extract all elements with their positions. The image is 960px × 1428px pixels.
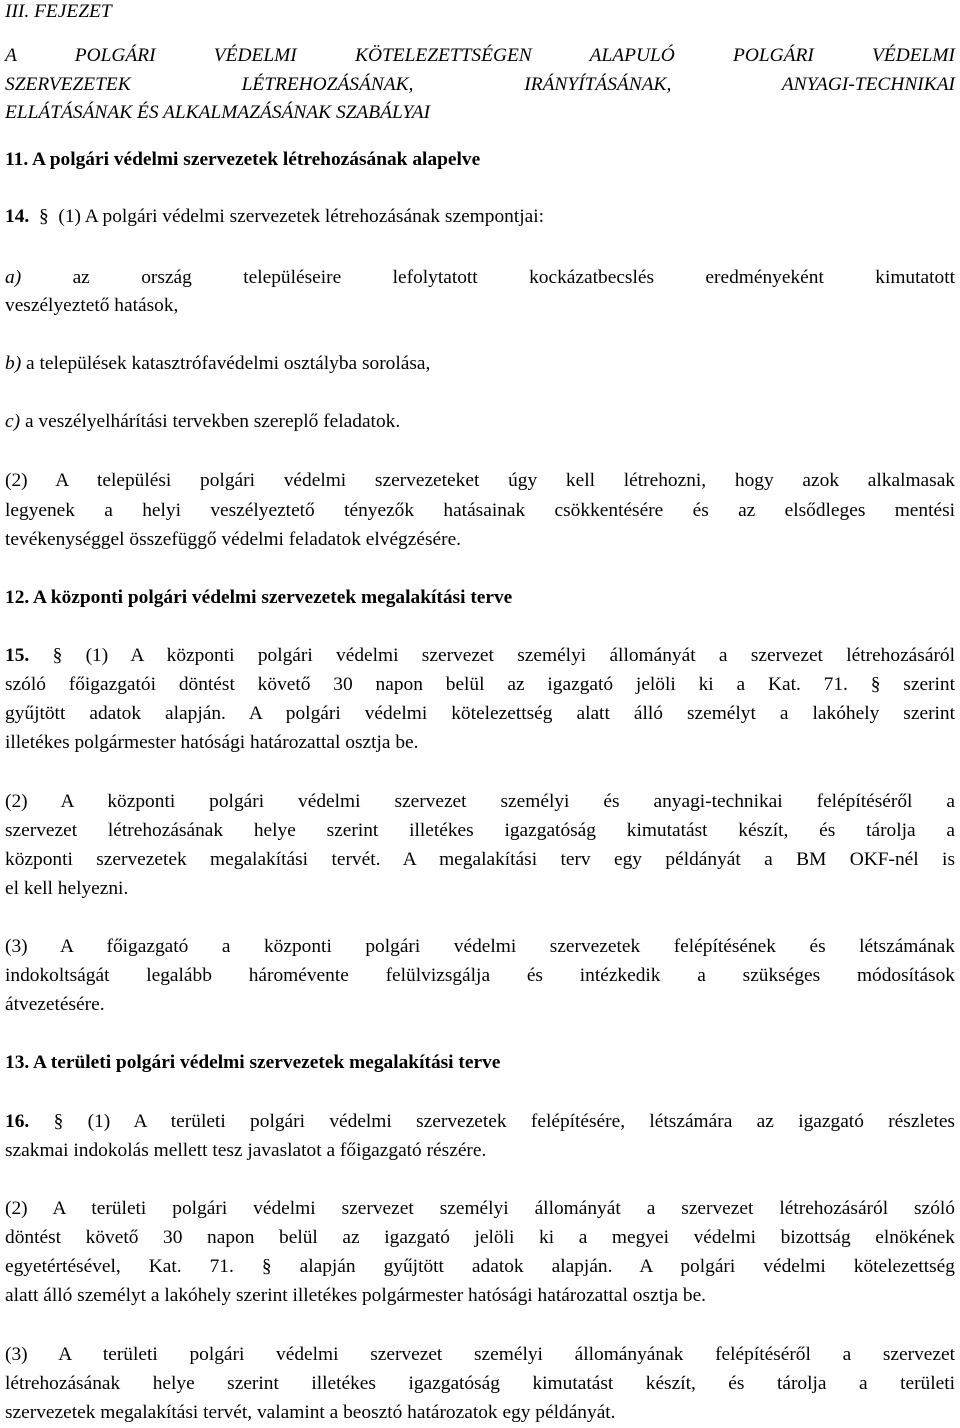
paragraph-14-intro-text: (1) A polgári védelmi szervezetek létrehozásának szempontjai: [58, 206, 545, 227]
paragraph-16-2-line-3-end: alapján gyűjtött adatok alapján. A polgári védelmi kötelezettség [299, 1256, 955, 1277]
paragraph-14-2-line-2: legyenek a helyi veszélyeztető tényezők hatásainak csökkentésére és az elsődleges mentési [5, 500, 955, 521]
paragraph-15-1-line-1 [5, 644, 955, 668]
paragraph-14-2-line-3: tevékenységgel összefüggő védelmi feladatok elvégzésére. [5, 529, 462, 550]
paragraph-14-item-b [5, 352, 430, 376]
chapter-title-line-3: ELLÁTÁSÁNAK ÉS ALKALMAZÁSÁNAK SZABÁLYAI [5, 102, 431, 123]
paragraph-15-1-line-4: illetékes polgármester hatósági határozattal osztja be. [5, 732, 419, 753]
paragraph-16-1-line-1 [5, 1110, 955, 1134]
item-a-text-line-1: az ország településeire lefolytatott kockázatbecslés eredményeként kimutatott [72, 267, 955, 288]
paragraph-15-3-line-2: indokoltságát legalább háromévente felülvizsgálja és intézkedik a szükséges módosítások [5, 965, 955, 986]
section-11-heading: 11. A polgári védelmi szervezetek létrehozásának alapelve [5, 149, 481, 170]
paragraph-15-2-line-1: (2) A központi polgári védelmi szervezet személyi és anyagi-technikai felépítéséről a [5, 791, 955, 812]
paragraph-16-2-line-3 [5, 1255, 955, 1279]
paragraph-16-3-line-3: szervezetek megalakítási tervét, valamint a beosztó határozatok egy példányát. [5, 1402, 616, 1423]
section-12-heading: 12. A központi polgári védelmi szervezetek megalakítási terve [5, 587, 513, 608]
paragraph-15-1-text: (1) A központi polgári védelmi szervezet személyi állományát a szervezet létrehozásáról [85, 645, 955, 666]
paragraph-15-2-line-2: szervezet létrehozásának helye szerint illetékes igazgatóság kimutatást készít, és tárolja a [5, 820, 955, 841]
item-c-text: a veszélyelhárítási tervekben szereplő feladatok. [24, 411, 401, 432]
section-sign: § [870, 674, 881, 695]
paragraph-15-2-line-4: el kell helyezni. [5, 878, 129, 899]
paragraph-15-1-line-2 [5, 673, 955, 697]
paragraph-15-3-line-3: átvezetésére. [5, 994, 105, 1015]
paragraph-16-2-line-1: (2) A területi polgári védelmi szervezet személyi állományát a szervezet létrehozásáról szóló [5, 1198, 955, 1219]
chapter-title-line-1: A POLGÁRI VÉDELMI KÖTELEZETTSÉGEN ALAPULÓ POLGÁRI VÉDELMI [5, 45, 955, 66]
paragraph-16-1-line-2: szakmai indokolás mellett tesz javaslatot a főigazgató részére. [5, 1140, 487, 1161]
paragraph-16-3-line-2: létrehozásának helye szerint illetékes igazgatóság kimutatást készít, és tárolja a területi [5, 1373, 955, 1394]
paragraph-16-2-line-2: döntést követő 30 napon belül az igazgató jelöli ki a megyei védelmi bizottság elnökének [5, 1227, 955, 1248]
section-sign: § [53, 1111, 64, 1132]
section-13-heading: 13. A területi polgári védelmi szervezetek megalakítási terve [5, 1052, 501, 1073]
paragraph-number: 14. [5, 206, 30, 227]
paragraph-16-1-text: (1) A területi polgári védelmi szervezetek felépítésére, létszámára az igazgató részletes [87, 1111, 955, 1132]
item-label-c: c) [5, 411, 21, 432]
paragraph-14-item-a-line-1 [5, 266, 955, 290]
paragraph-14-intro [5, 205, 544, 229]
chapter-title-line-2: SZERVEZETEK LÉTREHOZÁSÁNAK, IRÁNYÍTÁSÁNAK, ANYAGI-TECHNIKAI [5, 74, 955, 95]
paragraph-15-2-line-3: központi szervezetek megalakítási tervét. A megalakítási terv egy példányát a BM OKF-nél is [5, 849, 955, 870]
item-b-text: a települések katasztrófavédelmi osztályba sorolása, [26, 353, 431, 374]
section-sign: § [52, 645, 63, 666]
section-sign: § [261, 1256, 272, 1277]
paragraph-14-item-a-line-2: veszélyeztető hatások, [5, 295, 179, 316]
paragraph-15-1-line-3: gyűjtött adatok alapján. A polgári védelmi kötelezettség alatt álló személyt a lakóhely szerint [5, 703, 955, 724]
paragraph-number: 16. [5, 1111, 30, 1132]
paragraph-16-2-line-4: alatt álló személyt a lakóhely szerint illetékes polgármester hatósági határozattal osztja be. [5, 1285, 707, 1306]
item-label-a: a) [5, 267, 22, 288]
paragraph-16-3-line-1: (3) A területi polgári védelmi szervezet személyi állományának felépítéséről a szervezet [5, 1344, 955, 1365]
item-label-b: b) [5, 353, 22, 374]
section-sign: § [38, 206, 49, 227]
chapter-label: III. FEJEZET [5, 1, 112, 22]
paragraph-15-1-line-2-text: szóló főigazgatói döntést követő 30 napon belül az igazgató jelöli ki a Kat. 71. [5, 674, 848, 695]
paragraph-15-1-line-2-end: szerint [903, 674, 955, 695]
paragraph-number: 15. [5, 645, 30, 666]
paragraph-16-2-line-3-text: egyetértésével, Kat. 71. [5, 1256, 234, 1277]
paragraph-14-item-c [5, 410, 400, 434]
paragraph-15-3-line-1: (3) A főigazgató a központi polgári védelmi szervezetek felépítésének és létszámának [5, 936, 955, 957]
paragraph-14-2-line-1: (2) A települési polgári védelmi szervezeteket úgy kell létrehozni, hogy azok alkalmasak [5, 470, 955, 491]
